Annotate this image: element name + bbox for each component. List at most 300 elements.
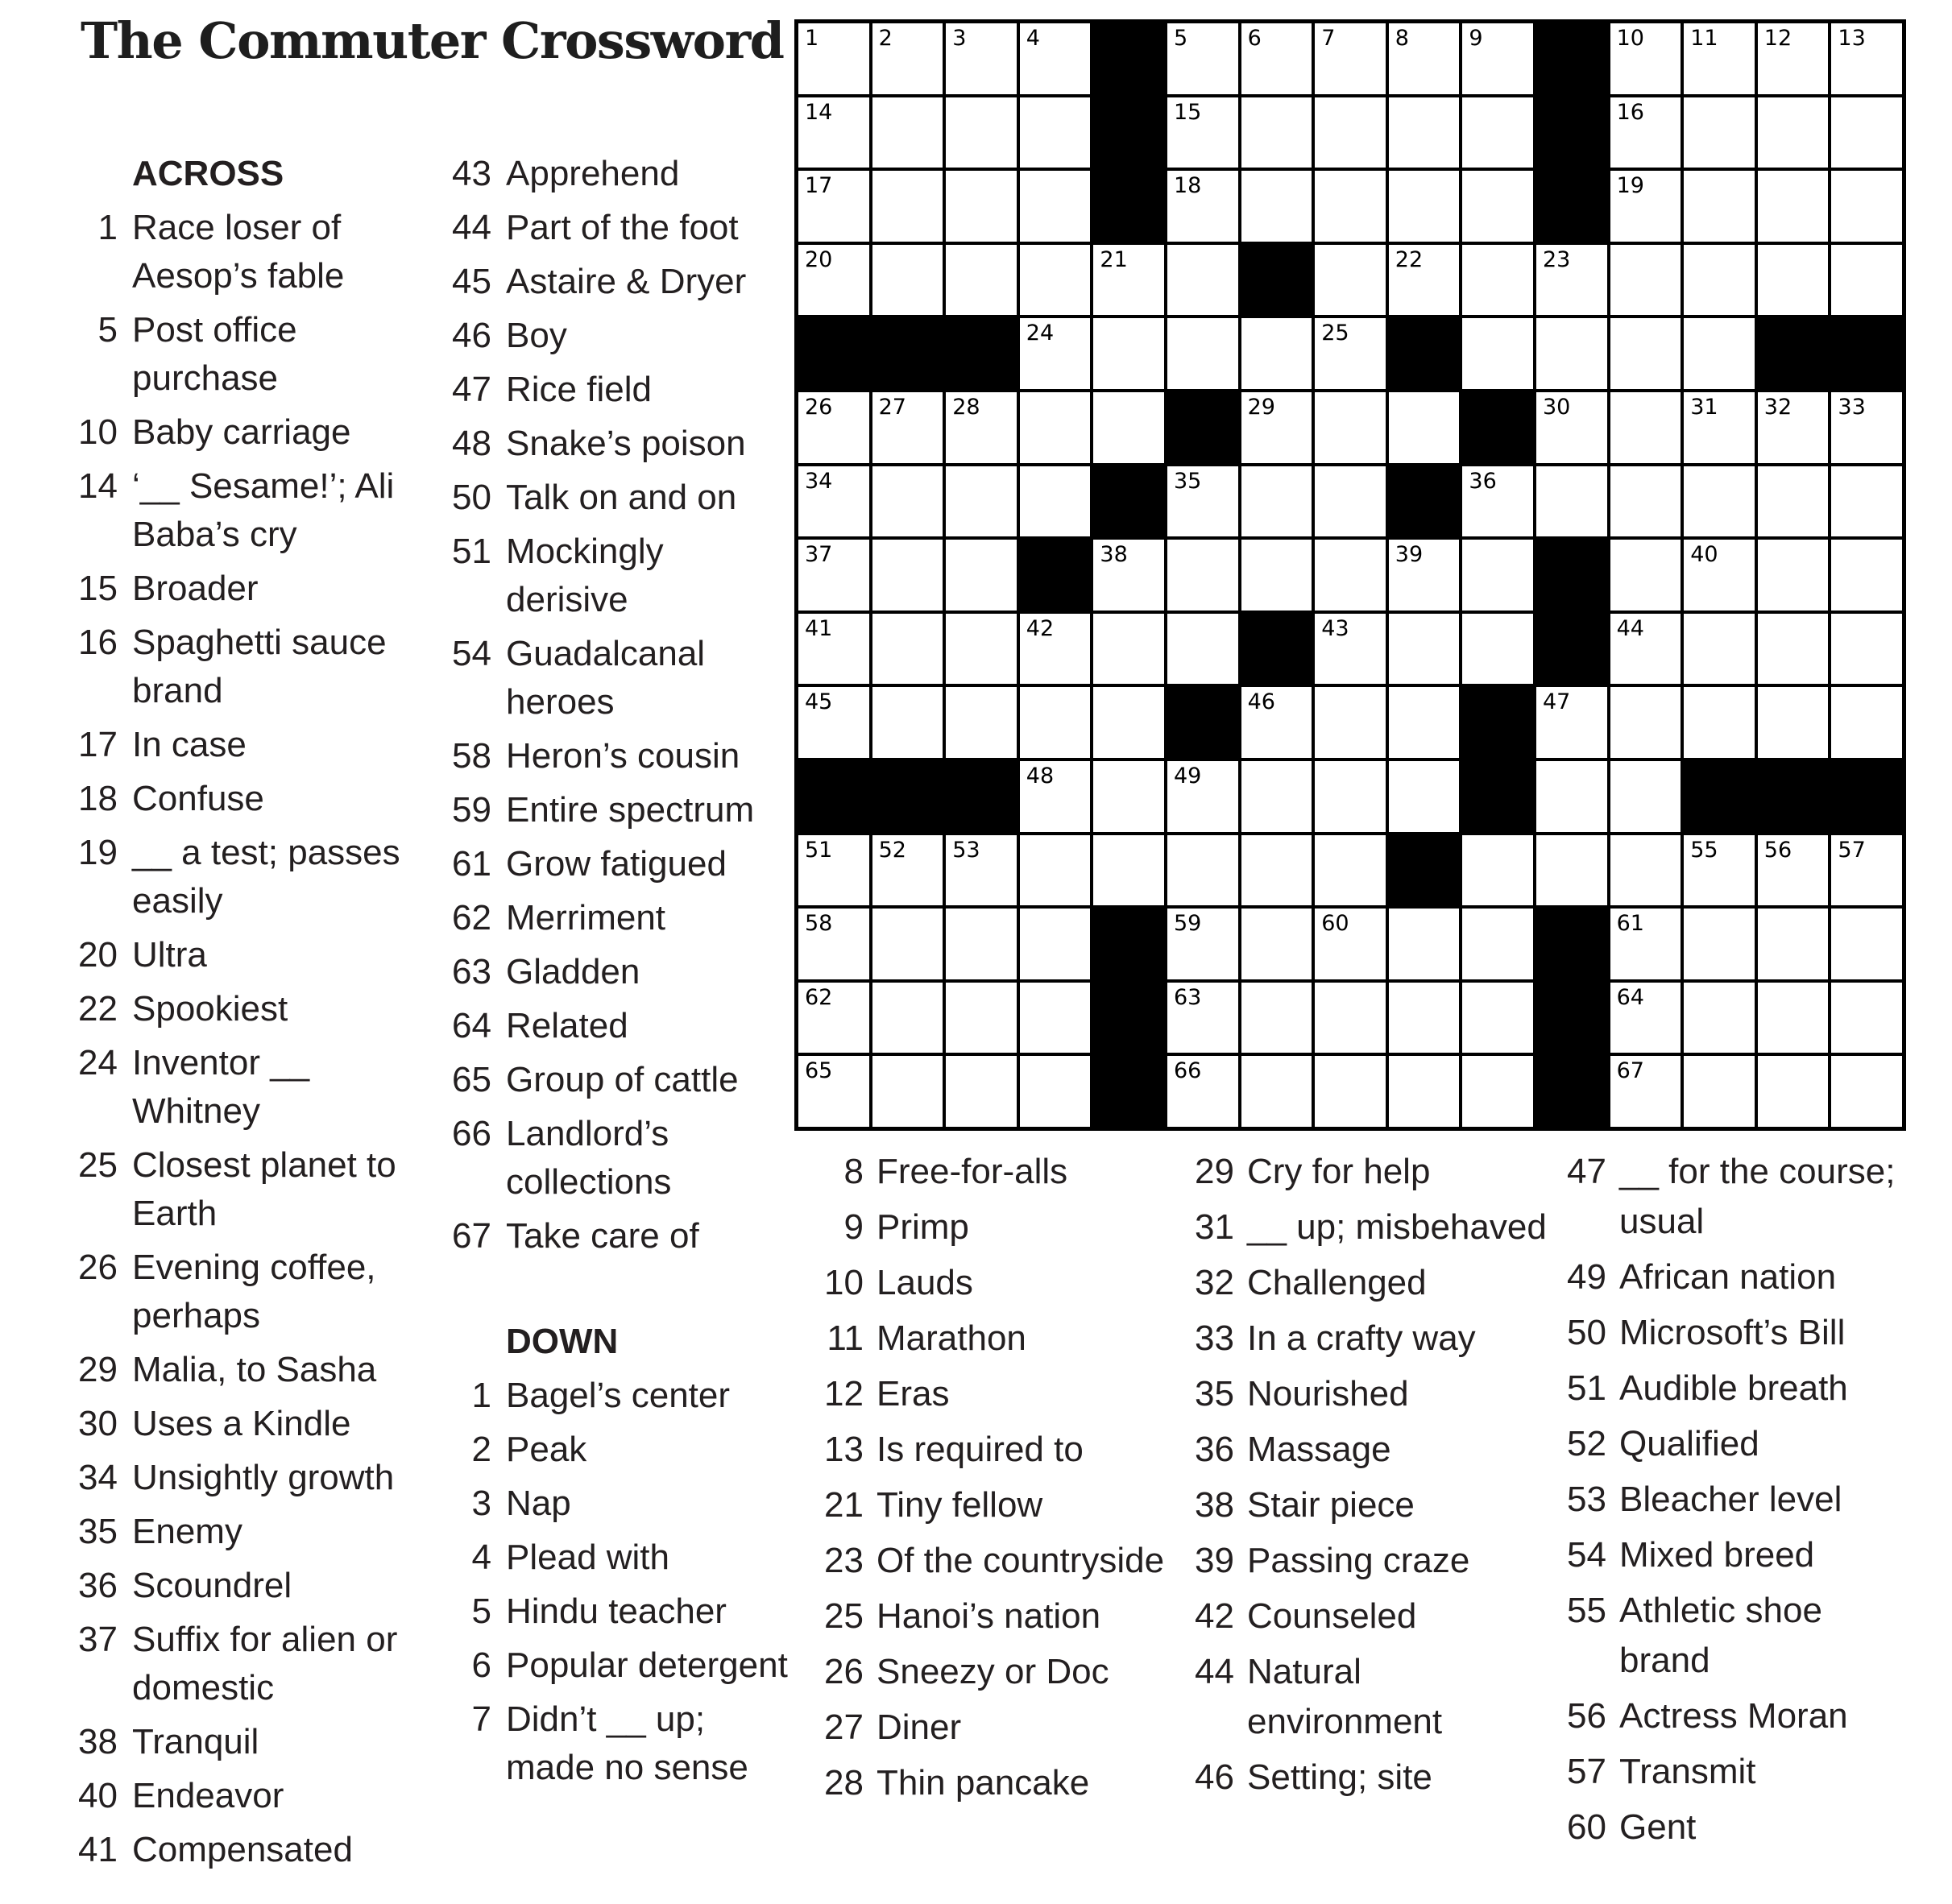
grid-cell[interactable] [1610, 392, 1681, 463]
grid-cell[interactable] [872, 909, 943, 979]
grid-cell[interactable] [1093, 835, 1164, 906]
clue-number: 54 [1567, 1535, 1606, 1575]
grid-cell[interactable] [946, 466, 1017, 537]
down-heading: DOWN [506, 1322, 619, 1361]
grid-cell[interactable] [798, 97, 869, 168]
grid-cell[interactable] [1093, 392, 1164, 463]
black-square [1389, 318, 1460, 389]
clue-number: 10 [78, 412, 118, 452]
grid-cell[interactable] [1241, 171, 1312, 242]
grid-cell[interactable] [1167, 97, 1238, 168]
grid-cell[interactable] [1831, 614, 1902, 685]
black-square [1462, 392, 1533, 463]
grid-cell[interactable] [1093, 614, 1164, 685]
grid-cell[interactable] [1684, 97, 1755, 168]
across-clue [451, 258, 790, 306]
grid-cell[interactable] [798, 171, 869, 242]
grid-cell[interactable] [872, 540, 943, 611]
grid-cell[interactable] [1315, 318, 1386, 389]
down-clue [1192, 1591, 1547, 1641]
grid-cell[interactable] [872, 171, 943, 242]
clue-text: Counseled [1247, 1596, 1417, 1636]
grid-cell[interactable] [1610, 761, 1681, 832]
grid-cell[interactable] [1831, 97, 1902, 168]
down-clue [451, 1587, 790, 1636]
grid-cell[interactable] [1167, 614, 1238, 685]
clue-number: 4 [471, 1538, 491, 1577]
grid-cell[interactable] [1536, 245, 1607, 316]
grid-cell[interactable] [1831, 171, 1902, 242]
grid-cell[interactable] [1020, 97, 1091, 168]
grid-cell[interactable] [1389, 687, 1460, 758]
grid-cell[interactable] [1167, 318, 1238, 389]
grid-cell[interactable] [1315, 983, 1386, 1053]
across-clue [451, 204, 790, 252]
across-clue [451, 420, 790, 468]
clue-number: 54 [452, 634, 491, 673]
grid-cell[interactable] [1610, 97, 1681, 168]
grid-cell[interactable] [1093, 761, 1164, 832]
grid-cell[interactable] [1610, 245, 1681, 316]
grid-cell[interactable] [1093, 687, 1164, 758]
grid-cell[interactable] [1758, 983, 1829, 1053]
cell-number: 63 [1173, 984, 1202, 1010]
across-clue [77, 1141, 432, 1238]
grid-cell[interactable] [1684, 318, 1755, 389]
across-clue [77, 775, 432, 823]
grid-cell[interactable] [1610, 466, 1681, 537]
grid-cell[interactable] [1389, 1056, 1460, 1127]
grid-cell[interactable] [1315, 23, 1386, 94]
grid-cell[interactable] [1462, 835, 1533, 906]
across-clue [451, 840, 790, 888]
grid-cell[interactable] [798, 909, 869, 979]
down-clue [1565, 1308, 1919, 1358]
grid-cell[interactable] [1093, 540, 1164, 611]
black-square [1462, 687, 1533, 758]
grid-cell[interactable] [1315, 466, 1386, 537]
grid-cell[interactable] [1241, 687, 1312, 758]
clue-number: 50 [1567, 1313, 1606, 1352]
clue-text: Nourished [1247, 1374, 1409, 1414]
down-clue [1192, 1314, 1547, 1364]
down-clues-column-4 [1565, 1147, 1919, 1858]
clue-number: 56 [1567, 1696, 1606, 1736]
across-clues-column-2 [451, 150, 790, 1798]
grid-cell[interactable] [1831, 392, 1902, 463]
grid-cell[interactable] [1462, 171, 1533, 242]
clue-number: 26 [78, 1248, 118, 1287]
clue-text: Microsoft’s Bill [1619, 1313, 1846, 1352]
grid-cell[interactable] [1389, 909, 1460, 979]
grid-cell[interactable] [1020, 245, 1091, 316]
grid-cell[interactable] [1020, 318, 1091, 389]
grid-cell[interactable] [946, 835, 1017, 906]
across-clue [451, 1110, 790, 1207]
grid-cell[interactable] [946, 540, 1017, 611]
across-clue [451, 366, 790, 414]
grid-cell[interactable] [798, 614, 869, 685]
grid-cell[interactable] [1241, 392, 1312, 463]
grid-cell[interactable] [1389, 540, 1460, 611]
grid-cell[interactable] [1758, 909, 1829, 979]
grid-cell[interactable] [1684, 835, 1755, 906]
grid-cell[interactable] [1610, 1056, 1681, 1127]
grid-cell[interactable] [1315, 245, 1386, 316]
grid-cell[interactable] [1389, 245, 1460, 316]
grid-cell[interactable] [1536, 318, 1607, 389]
clue-text: Merriment [506, 898, 666, 938]
clue-text: Mockingly derisive [506, 532, 664, 619]
clue-text: Cry for help [1247, 1152, 1431, 1191]
grid-cell[interactable] [1020, 835, 1091, 906]
cell-number: 29 [1247, 394, 1275, 420]
grid-cell[interactable] [1610, 835, 1681, 906]
grid-cell[interactable] [1020, 23, 1091, 94]
grid-cell[interactable] [1020, 392, 1091, 463]
clue-text: Race loser of Aesop’s fable [132, 208, 345, 296]
grid-cell[interactable] [1167, 983, 1238, 1053]
grid-cell[interactable] [1684, 1056, 1755, 1127]
black-square [1167, 392, 1238, 463]
grid-cell[interactable] [1758, 1056, 1829, 1127]
across-clue [77, 462, 432, 559]
cell-number: 32 [1763, 394, 1792, 420]
grid-cell[interactable] [1093, 245, 1164, 316]
grid-cell[interactable] [1684, 245, 1755, 316]
clue-number: 30 [78, 1404, 118, 1443]
across-clue [77, 619, 432, 715]
grid-cell[interactable] [872, 245, 943, 316]
grid-cell[interactable] [1241, 466, 1312, 537]
cell-number: 11 [1690, 26, 1718, 51]
grid-cell[interactable] [1020, 1056, 1091, 1127]
cell-number: 8 [1395, 26, 1409, 51]
across-clue [77, 1508, 432, 1556]
grid-cell[interactable] [1167, 540, 1238, 611]
clue-number: 66 [452, 1114, 491, 1153]
cell-number: 58 [805, 911, 833, 937]
across-clue [77, 204, 432, 300]
grid-cell[interactable] [1241, 761, 1312, 832]
grid-cell[interactable] [946, 614, 1017, 685]
clue-text: Eras [877, 1374, 950, 1414]
grid-cell[interactable] [1758, 171, 1829, 242]
grid-cell[interactable] [798, 466, 869, 537]
clue-text: Audible breath [1619, 1368, 1848, 1408]
grid-cell[interactable] [1684, 171, 1755, 242]
grid-cell[interactable] [1462, 318, 1533, 389]
cell-number: 27 [878, 394, 906, 420]
grid-cell[interactable] [1462, 540, 1533, 611]
cell-number: 51 [805, 837, 833, 863]
grid-cell[interactable] [1610, 909, 1681, 979]
grid-cell[interactable] [1831, 540, 1902, 611]
grid-cell[interactable] [1020, 614, 1091, 685]
across-clue [451, 948, 790, 996]
grid-cell[interactable] [1315, 614, 1386, 685]
across-clues-column-1 [77, 150, 432, 1880]
grid-cell[interactable] [1167, 761, 1238, 832]
grid-cell[interactable] [1241, 835, 1312, 906]
grid-cell[interactable] [798, 835, 869, 906]
across-clue [77, 565, 432, 613]
clue-number: 1 [471, 1376, 491, 1415]
grid-cell[interactable] [1758, 687, 1829, 758]
grid-cell[interactable] [872, 835, 943, 906]
cell-number: 19 [1616, 173, 1644, 199]
down-clue [822, 1314, 1176, 1364]
grid-cell[interactable] [798, 245, 869, 316]
across-clue [77, 931, 432, 979]
clue-number: 5 [97, 310, 118, 350]
clue-text: Popular detergent [506, 1645, 788, 1685]
grid-cell[interactable] [798, 392, 869, 463]
grid-cell[interactable] [946, 97, 1017, 168]
across-clue [77, 1400, 432, 1448]
clue-text: Bagel’s center [506, 1376, 731, 1415]
grid-cell[interactable] [1831, 245, 1902, 316]
grid-cell[interactable] [1462, 245, 1533, 316]
grid-cell[interactable] [1610, 23, 1681, 94]
grid-cell[interactable] [1389, 614, 1460, 685]
grid-cell[interactable] [1831, 835, 1902, 906]
black-square [1241, 614, 1312, 685]
grid-cell[interactable] [946, 23, 1017, 94]
grid-cell[interactable] [1241, 23, 1312, 94]
clue-number: 38 [1195, 1485, 1234, 1525]
grid-cell[interactable] [1758, 540, 1829, 611]
grid-cell[interactable] [1758, 392, 1829, 463]
grid-cell[interactable] [1167, 466, 1238, 537]
grid-cell[interactable] [1167, 1056, 1238, 1127]
grid-cell[interactable] [1167, 909, 1238, 979]
grid-cell[interactable] [1462, 1056, 1533, 1127]
grid-cell[interactable] [1241, 909, 1312, 979]
down-clue [1565, 1691, 1919, 1741]
grid-cell[interactable] [1684, 909, 1755, 979]
grid-cell[interactable] [872, 983, 943, 1053]
grid-cell[interactable] [1758, 614, 1829, 685]
down-clue [1192, 1147, 1547, 1197]
grid-cell[interactable] [1684, 392, 1755, 463]
grid-cell[interactable] [872, 23, 943, 94]
grid-cell[interactable] [1758, 97, 1829, 168]
black-square [1536, 97, 1607, 168]
grid-cell[interactable] [946, 983, 1017, 1053]
down-clue [451, 1480, 790, 1528]
grid-cell[interactable] [1167, 835, 1238, 906]
grid-cell[interactable] [1536, 466, 1607, 537]
clue-number: 5 [471, 1591, 491, 1631]
black-square [1093, 1056, 1164, 1127]
grid-cell[interactable] [1241, 540, 1312, 611]
down-clue [822, 1536, 1176, 1586]
cell-number: 18 [1173, 173, 1202, 199]
clue-number: 14 [78, 466, 118, 506]
grid-cell[interactable] [1389, 23, 1460, 94]
clue-number: 34 [78, 1458, 118, 1497]
cell-number: 64 [1616, 984, 1644, 1010]
grid-cell[interactable] [946, 245, 1017, 316]
grid-cell[interactable] [1020, 761, 1091, 832]
grid-cell[interactable] [798, 23, 869, 94]
grid-cell[interactable] [1462, 983, 1533, 1053]
grid-cell[interactable] [798, 687, 869, 758]
grid-cell[interactable] [1167, 23, 1238, 94]
grid-cell[interactable] [1389, 392, 1460, 463]
grid-cell[interactable] [1610, 687, 1681, 758]
black-square [1536, 540, 1607, 611]
grid-cell[interactable] [1536, 687, 1607, 758]
grid-cell[interactable] [872, 614, 943, 685]
grid-cell[interactable] [1462, 909, 1533, 979]
grid-cell[interactable] [1831, 466, 1902, 537]
grid-cell[interactable] [1020, 687, 1091, 758]
grid-cell[interactable] [1462, 466, 1533, 537]
grid-cell[interactable] [1831, 983, 1902, 1053]
grid-cell[interactable] [1758, 835, 1829, 906]
grid-cell[interactable] [1241, 318, 1312, 389]
grid-cell[interactable] [1684, 614, 1755, 685]
black-square [1758, 318, 1829, 389]
across-clue [451, 630, 790, 726]
cell-number: 4 [1026, 26, 1040, 51]
grid-cell[interactable] [872, 687, 943, 758]
grid-cell[interactable] [1315, 835, 1386, 906]
grid-cell[interactable] [1241, 97, 1312, 168]
grid-cell[interactable] [872, 1056, 943, 1127]
grid-cell[interactable] [1684, 687, 1755, 758]
grid-cell[interactable] [1610, 983, 1681, 1053]
cell-number: 20 [805, 246, 833, 272]
grid-cell[interactable] [1315, 392, 1386, 463]
grid-cell[interactable] [1831, 909, 1902, 979]
grid-cell[interactable] [872, 466, 943, 537]
clue-number: 39 [1195, 1541, 1234, 1580]
cell-number: 25 [1321, 321, 1349, 346]
black-square [1536, 614, 1607, 685]
grid-cell[interactable] [1831, 23, 1902, 94]
grid-cell[interactable] [1462, 614, 1533, 685]
grid-cell[interactable] [1389, 171, 1460, 242]
black-square [872, 318, 943, 389]
clue-number: 9 [843, 1207, 864, 1247]
clue-number: 52 [1567, 1424, 1606, 1463]
grid-cell[interactable] [1610, 318, 1681, 389]
grid-cell[interactable] [1610, 614, 1681, 685]
cell-number: 30 [1542, 394, 1571, 420]
black-square [1536, 23, 1607, 94]
grid-cell[interactable] [798, 1056, 869, 1127]
clue-number: 44 [1195, 1652, 1234, 1691]
clue-text: Natural environment [1247, 1652, 1443, 1741]
clue-text: Gent [1619, 1807, 1697, 1847]
grid-cell[interactable] [1093, 318, 1164, 389]
down-clue [1565, 1747, 1919, 1797]
cell-number: 22 [1395, 246, 1424, 272]
cell-number: 38 [1100, 542, 1128, 568]
clue-number: 13 [824, 1430, 864, 1469]
across-clue [451, 312, 790, 360]
grid-cell[interactable] [1684, 466, 1755, 537]
grid-cell[interactable] [1758, 245, 1829, 316]
clue-text: Nap [506, 1484, 571, 1523]
grid-cell[interactable] [1241, 983, 1312, 1053]
clue-text: Group of cattle [506, 1060, 739, 1099]
grid-cell[interactable] [1462, 97, 1533, 168]
grid-cell[interactable] [1315, 97, 1386, 168]
clue-text: Closest planet to Earth [132, 1145, 396, 1233]
clue-text: Heron’s cousin [506, 736, 740, 776]
grid-cell[interactable] [1020, 909, 1091, 979]
grid-cell[interactable] [946, 392, 1017, 463]
cell-number: 53 [952, 837, 980, 863]
grid-cell[interactable] [1020, 983, 1091, 1053]
grid-cell[interactable] [1020, 171, 1091, 242]
grid-cell[interactable] [1536, 761, 1607, 832]
grid-cell[interactable] [946, 909, 1017, 979]
grid-cell[interactable] [946, 171, 1017, 242]
grid-cell[interactable] [1610, 171, 1681, 242]
grid-cell[interactable] [1389, 761, 1460, 832]
grid-cell[interactable] [872, 392, 943, 463]
clue-text: Related [506, 1006, 628, 1045]
clue-text: In a crafty way [1247, 1318, 1476, 1358]
grid-cell[interactable] [1389, 983, 1460, 1053]
grid-cell[interactable] [1315, 761, 1386, 832]
grid-cell[interactable] [1167, 171, 1238, 242]
grid-cell[interactable] [872, 97, 943, 168]
grid-cell[interactable] [1020, 466, 1091, 537]
grid-cell[interactable] [1758, 466, 1829, 537]
grid-cell[interactable] [1315, 540, 1386, 611]
grid-cell[interactable] [1831, 687, 1902, 758]
clue-text: Actress Moran [1619, 1696, 1848, 1736]
grid-cell[interactable] [1241, 1056, 1312, 1127]
grid-cell[interactable] [1167, 245, 1238, 316]
grid-cell[interactable] [1315, 1056, 1386, 1127]
grid-cell[interactable] [1315, 909, 1386, 979]
grid-cell[interactable] [1684, 23, 1755, 94]
clue-text: Inventor __ Whitney [132, 1043, 310, 1131]
grid-cell[interactable] [1315, 687, 1386, 758]
grid-cell[interactable] [1462, 23, 1533, 94]
clue-number: 42 [1195, 1596, 1234, 1636]
grid-cell[interactable] [946, 687, 1017, 758]
grid-cell[interactable] [1758, 23, 1829, 94]
grid-cell[interactable] [1684, 540, 1755, 611]
grid-cell[interactable] [1315, 171, 1386, 242]
clue-text: Didn’t __ up; made no sense [506, 1699, 748, 1787]
clue-text: Lauds [877, 1263, 973, 1302]
grid-cell[interactable] [1389, 97, 1460, 168]
cell-number: 54 [1395, 837, 1424, 863]
down-clue [822, 1147, 1176, 1197]
black-square [1389, 835, 1460, 906]
grid-cell[interactable] [946, 1056, 1017, 1127]
grid-cell[interactable] [798, 540, 869, 611]
down-clue [822, 1480, 1176, 1530]
grid-cell[interactable] [1610, 540, 1681, 611]
clue-number: 25 [78, 1145, 118, 1185]
grid-cell[interactable] [798, 983, 869, 1053]
grid-cell[interactable] [1831, 1056, 1902, 1127]
cell-number: 7 [1321, 26, 1336, 51]
grid-cell[interactable] [1684, 983, 1755, 1053]
grid-cell[interactable] [1536, 392, 1607, 463]
grid-cell[interactable] [1536, 835, 1607, 906]
